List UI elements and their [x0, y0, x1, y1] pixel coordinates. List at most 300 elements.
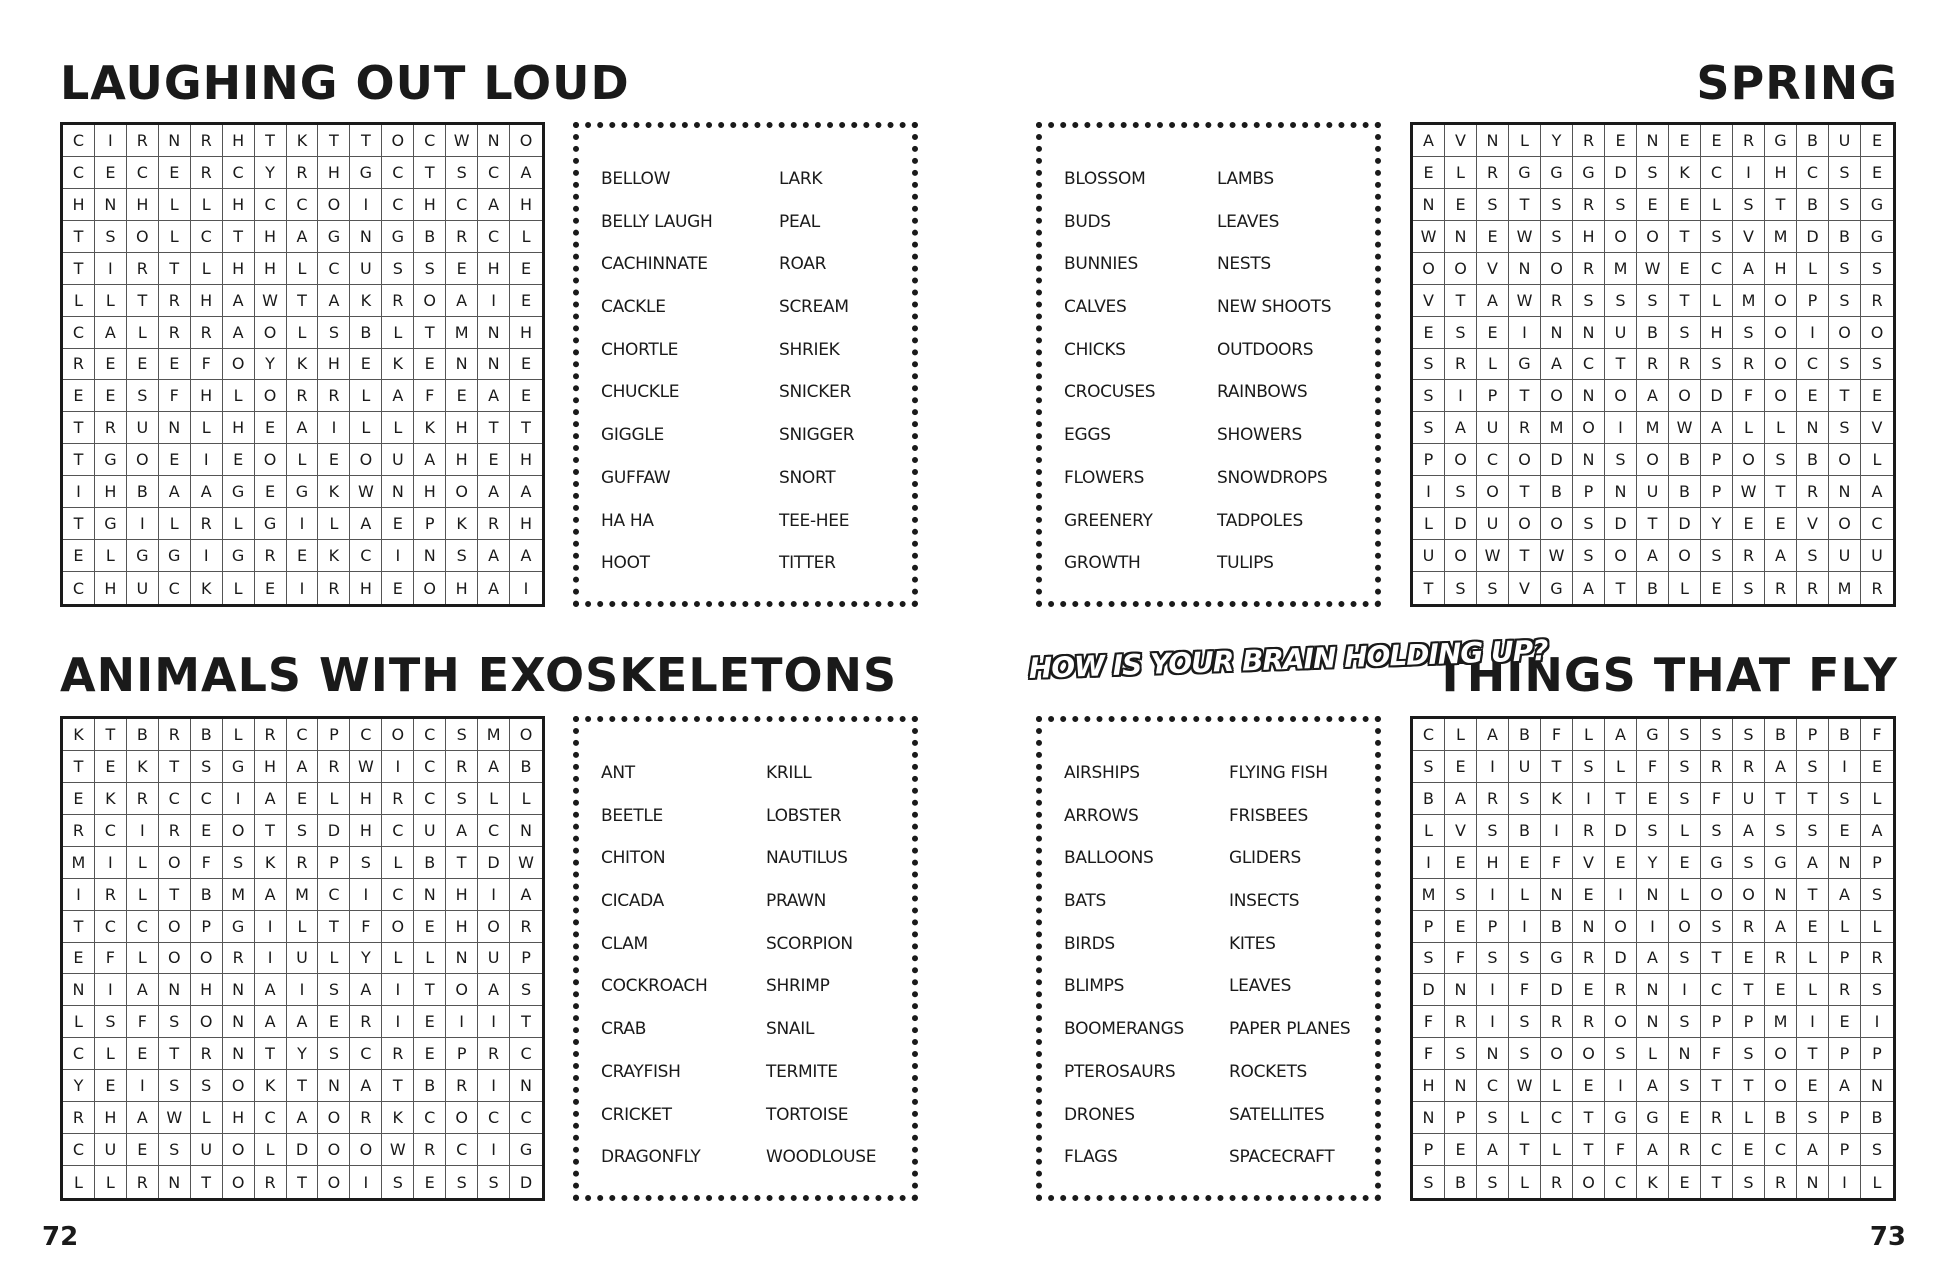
grid-letter: N: [318, 1070, 350, 1102]
grid-letter: T: [478, 412, 510, 444]
grid-letter: R: [350, 1006, 382, 1038]
grid-letter: W: [1733, 476, 1765, 508]
grid-letter: R: [1733, 125, 1765, 157]
grid-letter: M: [1413, 879, 1445, 911]
grid-letter: E: [1797, 911, 1829, 943]
grid-letter: G: [1541, 572, 1573, 604]
grid-letter: W: [255, 285, 287, 317]
grid-letter: A: [1861, 476, 1893, 508]
grid-letter: O: [318, 1166, 350, 1198]
word-list-item: KRILL: [766, 763, 812, 783]
grid-letter: K: [1637, 1166, 1669, 1198]
grid-letter: L: [223, 572, 255, 604]
grid-letter: T: [255, 125, 287, 157]
grid-letter: N: [414, 879, 446, 911]
grid-letter: R: [1669, 1134, 1701, 1166]
grid-letter: H: [350, 783, 382, 815]
grid-letter: C: [478, 1102, 510, 1134]
grid-letter: R: [1733, 349, 1765, 381]
grid-letter: F: [1413, 1006, 1445, 1038]
grid-letter: C: [446, 1134, 478, 1166]
grid-letter: R: [1871, 578, 1883, 598]
word-list-item: OUTDOORS: [1217, 339, 1314, 360]
grid-letter: O: [446, 476, 478, 508]
grid-letter: O: [1445, 540, 1477, 572]
grid-letter: R: [414, 1134, 446, 1166]
grid-letter: B: [1509, 815, 1541, 847]
word-list-item: PEAL: [779, 211, 820, 232]
grid-letter: W: [1669, 412, 1701, 444]
grid-letter: A: [510, 879, 542, 911]
word-list-item: DRONES: [1064, 1104, 1135, 1125]
grid-letter: S: [414, 253, 446, 285]
word-list-item: SATELLITES: [1229, 1104, 1325, 1125]
grid-letter: R: [191, 125, 223, 157]
grid-letter: C: [1413, 719, 1445, 751]
grid-letter: A: [1413, 125, 1445, 157]
grid-letter: L: [510, 783, 542, 815]
word-list-item: ARROWS: [1064, 805, 1139, 826]
grid-letter: W: [350, 476, 382, 508]
grid-letter: N: [446, 943, 478, 975]
word-list-item: CACKLE: [601, 297, 666, 318]
grid-letter: T: [63, 508, 95, 540]
grid-letter: S: [159, 1134, 191, 1166]
letter-grid-spring: [1410, 122, 1896, 607]
grid-letter: M: [1733, 285, 1765, 317]
grid-letter: N: [1509, 253, 1541, 285]
grid-letter: G: [95, 444, 127, 476]
grid-letter: B: [1829, 719, 1861, 751]
grid-letter: I: [1733, 157, 1765, 189]
grid-letter: S: [1669, 317, 1701, 349]
grid-letter: G: [1861, 189, 1893, 221]
grid-letter: G: [1509, 157, 1541, 189]
grid-letter: R: [1797, 476, 1829, 508]
grid-letter: T: [1797, 879, 1829, 911]
grid-letter: U: [287, 943, 319, 975]
grid-letter: A: [1829, 1070, 1861, 1102]
grid-letter: T: [1669, 285, 1701, 317]
grid-letter: K: [414, 412, 446, 444]
word-list-right-column: [1229, 752, 1350, 1179]
grid-letter: E: [510, 349, 542, 381]
grid-letter: S: [446, 540, 478, 572]
grid-letter: O: [1541, 253, 1573, 285]
grid-letter: E: [1797, 1070, 1829, 1102]
grid-letter: T: [1509, 540, 1541, 572]
grid-letter: G: [223, 476, 255, 508]
grid-letter: O: [382, 911, 414, 943]
grid-letter: C: [414, 125, 446, 157]
grid-letter: S: [1829, 157, 1861, 189]
grid-letter: E: [63, 783, 95, 815]
grid-letter: S: [1445, 572, 1477, 604]
grid-letter: U: [1829, 125, 1861, 157]
grid-letter: L: [1669, 572, 1701, 604]
word-list-item: PRAWN: [766, 891, 827, 912]
grid-letter: B: [127, 476, 159, 508]
grid-letter: F: [1733, 380, 1765, 412]
grid-letter: O: [1477, 476, 1509, 508]
grid-letter: B: [1637, 317, 1669, 349]
grid-letter: O: [1605, 540, 1637, 572]
grid-letter: I: [95, 125, 127, 157]
word-list-item: CLAM: [601, 933, 648, 954]
grid-letter: S: [1445, 879, 1477, 911]
grid-letter: P: [1701, 476, 1733, 508]
grid-letter: H: [95, 572, 127, 604]
grid-letter: R: [318, 572, 350, 604]
grid-letter: O: [1605, 911, 1637, 943]
grid-letter: Y: [1701, 508, 1733, 540]
grid-letter: O: [1541, 1038, 1573, 1070]
grid-letter: S: [1797, 1102, 1829, 1134]
grid-letter: A: [127, 1102, 159, 1134]
grid-letter: N: [223, 974, 255, 1006]
grid-letter: H: [414, 189, 446, 221]
grid-letter: S: [1701, 540, 1733, 572]
grid-letter: S: [1701, 815, 1733, 847]
grid-letter: U: [1509, 751, 1541, 783]
grid-letter: R: [1861, 285, 1893, 317]
grid-letter: R: [1765, 943, 1797, 975]
grid-letter: E: [1573, 974, 1605, 1006]
page-number-left: 72: [42, 1222, 79, 1252]
word-list-item: SNICKER: [779, 382, 851, 403]
grid-letter: L: [191, 1102, 223, 1134]
grid-letter: S: [1477, 1102, 1509, 1134]
grid-letter: O: [1733, 444, 1765, 476]
grid-letter: E: [95, 1070, 127, 1102]
grid-letter: L: [159, 189, 191, 221]
grid-letter: T: [1573, 1102, 1605, 1134]
grid-letter: M: [223, 879, 255, 911]
word-list-item: NEW SHOOTS: [1217, 297, 1332, 318]
grid-letter: S: [1669, 1006, 1701, 1038]
grid-letter: I: [478, 1134, 510, 1166]
grid-letter: L: [63, 285, 95, 317]
grid-letter: E: [1669, 125, 1701, 157]
grid-letter: E: [1445, 911, 1477, 943]
grid-letter: O: [223, 349, 255, 381]
word-list-item: CICADA: [601, 891, 665, 912]
word-list-box-spring: [1036, 122, 1381, 607]
grid-letter: L: [127, 317, 159, 349]
grid-letter: N: [1637, 1006, 1669, 1038]
grid-letter: G: [95, 508, 127, 540]
grid-letter: K: [350, 285, 382, 317]
grid-letter: S: [318, 974, 350, 1006]
grid-letter: R: [63, 1102, 95, 1134]
grid-letter: F: [1413, 1038, 1445, 1070]
word-list-left-column: [601, 752, 707, 1179]
word-list-item: TULIPS: [1217, 553, 1274, 574]
puzzle-title-exoskeletons: ANIMALS WITH EXOSKELETONS: [60, 648, 898, 702]
grid-letter: T: [95, 719, 127, 751]
grid-letter: R: [287, 157, 319, 189]
grid-letter: R: [1669, 349, 1701, 381]
grid-letter: S: [159, 1070, 191, 1102]
grid-letter: E: [382, 508, 414, 540]
grid-letter: I: [1797, 1006, 1829, 1038]
grid-letter: C: [478, 815, 510, 847]
grid-letter: R: [318, 751, 350, 783]
grid-letter: S: [1829, 412, 1861, 444]
word-list-item: SHRIEK: [779, 339, 840, 360]
grid-letter: R: [446, 1070, 478, 1102]
grid-letter: E: [1605, 847, 1637, 879]
grid-letter: A: [1797, 847, 1829, 879]
grid-letter: E: [255, 476, 287, 508]
grid-letter: M: [1605, 253, 1637, 285]
grid-letter: I: [1413, 847, 1445, 879]
grid-letter: R: [1477, 157, 1509, 189]
grid-letter: N: [1541, 879, 1573, 911]
grid-letter: S: [1829, 349, 1861, 381]
grid-letter: A: [255, 974, 287, 1006]
word-list-item: LEAVES: [1229, 976, 1292, 997]
grid-letter: S: [1797, 815, 1829, 847]
grid-letter: S: [191, 1070, 223, 1102]
grid-letter: R: [127, 783, 159, 815]
grid-letter: E: [255, 572, 287, 604]
grid-letter: E: [63, 943, 95, 975]
grid-letter: I: [478, 1070, 510, 1102]
grid-letter: P: [1573, 476, 1605, 508]
word-list-item: SCREAM: [779, 297, 849, 318]
grid-letter: N: [1637, 125, 1669, 157]
grid-letter: D: [1445, 508, 1477, 540]
grid-letter: P: [1477, 911, 1509, 943]
grid-letter: G: [287, 476, 319, 508]
grid-letter: O: [1573, 1166, 1605, 1198]
grid-letter: F: [1509, 974, 1541, 1006]
grid-letter: K: [191, 572, 223, 604]
grid-letter: N: [1797, 412, 1829, 444]
grid-letter: B: [1861, 1102, 1893, 1134]
word-list-item: SPACECRAFT: [1229, 1147, 1335, 1168]
grid-letter: H: [350, 572, 382, 604]
grid-letter: E: [510, 253, 542, 285]
grid-letter: E: [127, 1038, 159, 1070]
grid-letter: G: [223, 540, 255, 572]
page-number-right: 73: [1869, 1222, 1906, 1252]
grid-letter: U: [1829, 540, 1861, 572]
grid-letter: V: [1445, 125, 1477, 157]
grid-letter: T: [63, 253, 95, 285]
grid-letter: A: [510, 540, 542, 572]
grid-letter: O: [1605, 221, 1637, 253]
word-list-item: CRAB: [601, 1019, 647, 1040]
grid-letter: C: [382, 157, 414, 189]
grid-letter: T: [159, 1038, 191, 1070]
grid-letter: F: [1445, 943, 1477, 975]
grid-letter: D: [1541, 444, 1573, 476]
grid-letter: S: [1573, 751, 1605, 783]
grid-letter: P: [1829, 1134, 1861, 1166]
grid-letter: I: [1669, 974, 1701, 1006]
grid-letter: I: [382, 974, 414, 1006]
grid-letter: N: [159, 412, 191, 444]
grid-letter: C: [350, 719, 382, 751]
grid-letter: B: [1637, 572, 1669, 604]
grid-letter: S: [1509, 1006, 1541, 1038]
grid-letter: N: [1541, 317, 1573, 349]
grid-letter: O: [223, 1134, 255, 1166]
grid-letter: A: [478, 751, 510, 783]
grid-letter: B: [191, 879, 223, 911]
grid-letter: G: [255, 508, 287, 540]
word-list-item: FLOWERS: [1064, 467, 1145, 488]
grid-letter: S: [1637, 157, 1669, 189]
grid-letter: L: [318, 943, 350, 975]
grid-letter: T: [287, 285, 319, 317]
grid-letter: S: [95, 221, 127, 253]
grid-letter: E: [63, 540, 95, 572]
grid-letter: Y: [1541, 125, 1573, 157]
grid-letter: N: [1829, 847, 1861, 879]
grid-letter: A: [446, 285, 478, 317]
grid-letter: T: [63, 412, 95, 444]
grid-letter: O: [1509, 508, 1541, 540]
grid-letter: S: [1829, 253, 1861, 285]
word-list-left-column: [601, 158, 712, 585]
grid-letter: T: [1797, 1038, 1829, 1070]
word-list-box-things-that-fly: [1036, 716, 1381, 1201]
grid-letter: S: [191, 751, 223, 783]
grid-letter: O: [1637, 444, 1669, 476]
grid-letter: L: [127, 943, 159, 975]
grid-letter: W: [350, 751, 382, 783]
grid-letter: U: [127, 572, 159, 604]
grid-letter: F: [191, 847, 223, 879]
grid-letter: R: [191, 157, 223, 189]
grid-letter: A: [287, 1006, 319, 1038]
grid-letter: S: [1701, 911, 1733, 943]
grid-letter: R: [1701, 1102, 1733, 1134]
grid-letter: A: [382, 380, 414, 412]
grid-letter: D: [1797, 221, 1829, 253]
grid-letter: O: [191, 943, 223, 975]
grid-letter: R: [191, 508, 223, 540]
grid-letter: U: [1413, 540, 1445, 572]
grid-letter: F: [127, 1006, 159, 1038]
word-list-item: GROWTH: [1064, 553, 1141, 574]
grid-letter: O: [1509, 444, 1541, 476]
grid-letter: R: [191, 317, 223, 349]
grid-letter: H: [223, 253, 255, 285]
word-list-item: PTEROSAURS: [1064, 1061, 1176, 1082]
word-list-item: BELLOW: [601, 169, 671, 189]
grid-letter: R: [63, 349, 95, 381]
grid-letter: T: [191, 1166, 223, 1198]
grid-letter: T: [1509, 476, 1541, 508]
grid-letter: A: [1477, 285, 1509, 317]
grid-letter: U: [1637, 476, 1669, 508]
grid-letter: E: [1861, 380, 1893, 412]
grid-letter: H: [1765, 157, 1797, 189]
grid-letter: L: [223, 719, 255, 751]
grid-letter: I: [1445, 380, 1477, 412]
grid-letter: I: [1605, 1070, 1637, 1102]
grid-letter: L: [191, 412, 223, 444]
grid-letter: R: [287, 380, 319, 412]
grid-letter: O: [1445, 253, 1477, 285]
grid-letter: I: [1861, 1006, 1893, 1038]
grid-letter: B: [1541, 476, 1573, 508]
grid-letter: O: [1669, 911, 1701, 943]
word-list-item: BIRDS: [1064, 933, 1115, 954]
grid-letter: L: [1733, 412, 1765, 444]
grid-letter: L: [1413, 815, 1445, 847]
grid-letter: C: [1477, 1070, 1509, 1102]
grid-letter: U: [1605, 317, 1637, 349]
grid-letter: G: [1765, 847, 1797, 879]
grid-letter: I: [382, 540, 414, 572]
grid-letter: S: [1797, 751, 1829, 783]
grid-letter: E: [1413, 317, 1445, 349]
grid-letter: A: [1637, 1070, 1669, 1102]
grid-letter: R: [159, 815, 191, 847]
grid-letter: A: [1765, 911, 1797, 943]
grid-letter: A: [1605, 719, 1637, 751]
grid-letter: H: [478, 253, 510, 285]
grid-letter: E: [223, 444, 255, 476]
grid-letter: K: [287, 125, 319, 157]
grid-letter: G: [1541, 943, 1573, 975]
word-list-item: LARK: [779, 169, 823, 189]
word-list-item: INSECTS: [1229, 891, 1300, 912]
grid-letter: R: [1541, 285, 1573, 317]
grid-letter: E: [1573, 1070, 1605, 1102]
grid-letter: S: [446, 1166, 478, 1198]
grid-letter: E: [1733, 1134, 1765, 1166]
word-list-left-column: [1064, 752, 1184, 1179]
grid-letter: N: [1605, 476, 1637, 508]
grid-letter: A: [478, 380, 510, 412]
grid-letter: T: [1637, 508, 1669, 540]
grid-letter: T: [1765, 783, 1797, 815]
grid-letter: N: [1413, 1102, 1445, 1134]
grid-letter: R: [255, 719, 287, 751]
grid-letter: E: [95, 349, 127, 381]
grid-letter: T: [159, 879, 191, 911]
grid-letter: D: [519, 1172, 533, 1192]
grid-letter: I: [127, 815, 159, 847]
grid-letter: W: [1509, 285, 1541, 317]
grid-letter: I: [1605, 412, 1637, 444]
grid-letter: H: [191, 380, 223, 412]
grid-letter: T: [350, 125, 382, 157]
word-list-item: TORTOISE: [766, 1104, 849, 1125]
puzzle-title-spring: SPRING: [1696, 56, 1898, 110]
grid-letter: C: [318, 879, 350, 911]
grid-letter: Y: [255, 349, 287, 381]
grid-letter: A: [255, 879, 287, 911]
grid-letter: R: [1573, 815, 1605, 847]
grid-letter: S: [1669, 751, 1701, 783]
grid-letter: L: [1509, 879, 1541, 911]
grid-letter: S: [1445, 476, 1477, 508]
grid-letter: C: [95, 911, 127, 943]
grid-letter: T: [414, 317, 446, 349]
grid-letter: R: [159, 285, 191, 317]
word-list-item: TEE-HEE: [779, 510, 850, 531]
grid-letter: E: [1829, 1006, 1861, 1038]
grid-letter: P: [191, 911, 223, 943]
grid-letter: U: [1861, 540, 1893, 572]
